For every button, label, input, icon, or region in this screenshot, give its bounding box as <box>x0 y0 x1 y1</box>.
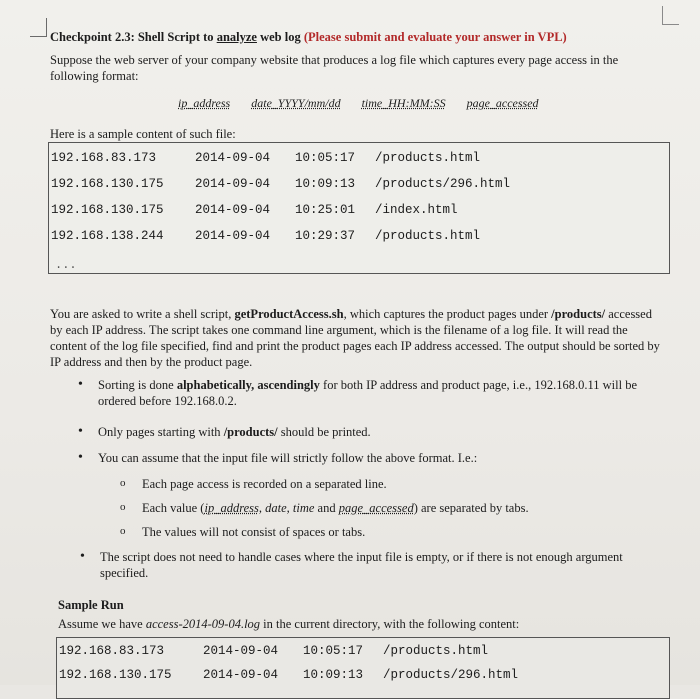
log-date: 2014-09-04 <box>195 177 271 191</box>
format-date: date_YYYY/mm/dd <box>251 96 341 110</box>
log-page: /products.html <box>383 644 489 658</box>
s2-mid: , date, time <box>258 501 315 515</box>
sub-bullet-circle-icon: o <box>120 501 126 513</box>
s1-text: Each page access is recorded on a separated line. <box>142 477 387 491</box>
s2-and: and <box>314 501 339 515</box>
b1-post: for both IP address and product page, i.e., 192.168.0.11 will be ordered before 192.168.0.2. <box>98 378 637 408</box>
sub-bullet-circle-icon: o <box>120 525 126 537</box>
b2-post: should be printed. <box>277 425 371 439</box>
log-time: 10:25:01 <box>295 203 356 217</box>
sub-bullet-circle-icon: o <box>120 477 126 489</box>
bullet-products-only <box>78 424 668 440</box>
sample-file: access-2014-09-04.log <box>145 617 261 631</box>
bullet-dot-icon: • <box>78 424 83 439</box>
log-ip: 192.168.138.244 <box>51 229 164 243</box>
bullet-sorting <box>78 377 668 409</box>
log-ip: 192.168.130.175 <box>59 668 172 682</box>
log-date: 2014-09-04 <box>195 203 271 217</box>
b1-bold: alphabetically, ascendingly <box>176 378 320 392</box>
task-paragraph <box>50 306 665 370</box>
log-time: 10:29:37 <box>295 229 356 243</box>
b3-text: You can assume that the input file will strictly follow the above format. I.e.: <box>98 451 478 465</box>
bullet-format <box>78 450 668 466</box>
title-note: (Please submit and evaluate your answer in VPL) <box>303 30 567 44</box>
sample-post: in the current directory, with the following content: <box>260 617 520 631</box>
format-time: time_HH:MM:SS <box>361 96 446 110</box>
log-ellipsis: ... <box>55 258 77 272</box>
task-text-1: You are asked to write a shell script, <box>50 307 235 321</box>
corner-mark-left <box>30 18 47 37</box>
s2-ip: ip_address <box>204 501 259 515</box>
log-date: 2014-09-04 <box>203 644 279 658</box>
log-time: 10:09:13 <box>295 177 356 191</box>
sample-run-description <box>58 616 673 632</box>
log-time: 10:05:17 <box>303 644 364 658</box>
bullet-dot-icon: • <box>78 450 83 465</box>
bullet-dot-icon: • <box>78 377 83 392</box>
b4-text: The script does not need to handle cases where the input file is empty, or if there is not enough argument specified. <box>100 550 623 580</box>
b1-pre: Sorting is done <box>98 378 177 392</box>
log-ip: 192.168.83.173 <box>59 644 165 658</box>
sample-label: Here is a sample content of such file: <box>50 127 236 141</box>
task-text-2: , which captures the product pages under <box>343 307 552 321</box>
sample-run-title: Sample Run <box>58 598 124 612</box>
bullet-dot-icon: • <box>80 549 85 564</box>
script-name: getProductAccess.sh <box>234 307 344 321</box>
title-analyze: analyze <box>216 30 257 44</box>
log-format <box>178 96 551 111</box>
log-date: 2014-09-04 <box>195 151 271 165</box>
log-ip: 192.168.130.175 <box>51 203 164 217</box>
log-date: 2014-09-04 <box>195 229 271 243</box>
corner-mark-right <box>662 6 679 25</box>
b2-pre: Only pages starting with <box>98 425 224 439</box>
task-text-3: accessed by each IP address. The script takes one command line argument, which is the filename of a log file. It will read the content of the log file specified, find and print the product pages each IP address accessed. The output should be sorted by IP address and then by the product page. <box>50 307 660 369</box>
log-date: 2014-09-04 <box>203 668 279 682</box>
s2-post: ) are separated by tabs. <box>413 501 529 515</box>
intro-paragraph: Suppose the web server of your company website that produces a log file which captures every page access in the following format: <box>50 53 619 83</box>
log-page: /products/296.html <box>383 668 519 682</box>
log-time: 10:05:17 <box>295 151 356 165</box>
log-page: /products.html <box>375 229 481 243</box>
products-path: /products/ <box>551 307 606 321</box>
log-page: /products/296.html <box>375 177 511 191</box>
s2-page: page_accessed <box>338 501 414 515</box>
sub-bullet-lines <box>120 476 662 492</box>
s2-pre: Each value ( <box>142 501 205 515</box>
b2-bold: /products/ <box>223 425 278 439</box>
title-prefix: Checkpoint 2.3: Shell Script to <box>50 30 217 44</box>
log-ip: 192.168.130.175 <box>51 177 164 191</box>
log-ip: 192.168.83.173 <box>51 151 157 165</box>
log-page: /products.html <box>375 151 481 165</box>
sub-bullet-tabs <box>120 500 662 516</box>
log-sample-box <box>48 142 670 274</box>
s3-text: The values will not consist of spaces or tabs. <box>142 525 366 539</box>
log-page: /index.html <box>375 203 458 217</box>
sample-pre: Assume we have <box>58 617 146 631</box>
sample-run-box <box>56 637 670 699</box>
sub-bullet-values <box>120 524 662 540</box>
format-page: page_accessed <box>466 96 539 110</box>
page-title <box>50 30 567 45</box>
bullet-no-handling <box>80 549 660 581</box>
log-time: 10:09:13 <box>303 668 364 682</box>
title-suffix: web log <box>256 30 304 44</box>
format-ip: ip_address <box>178 96 231 110</box>
